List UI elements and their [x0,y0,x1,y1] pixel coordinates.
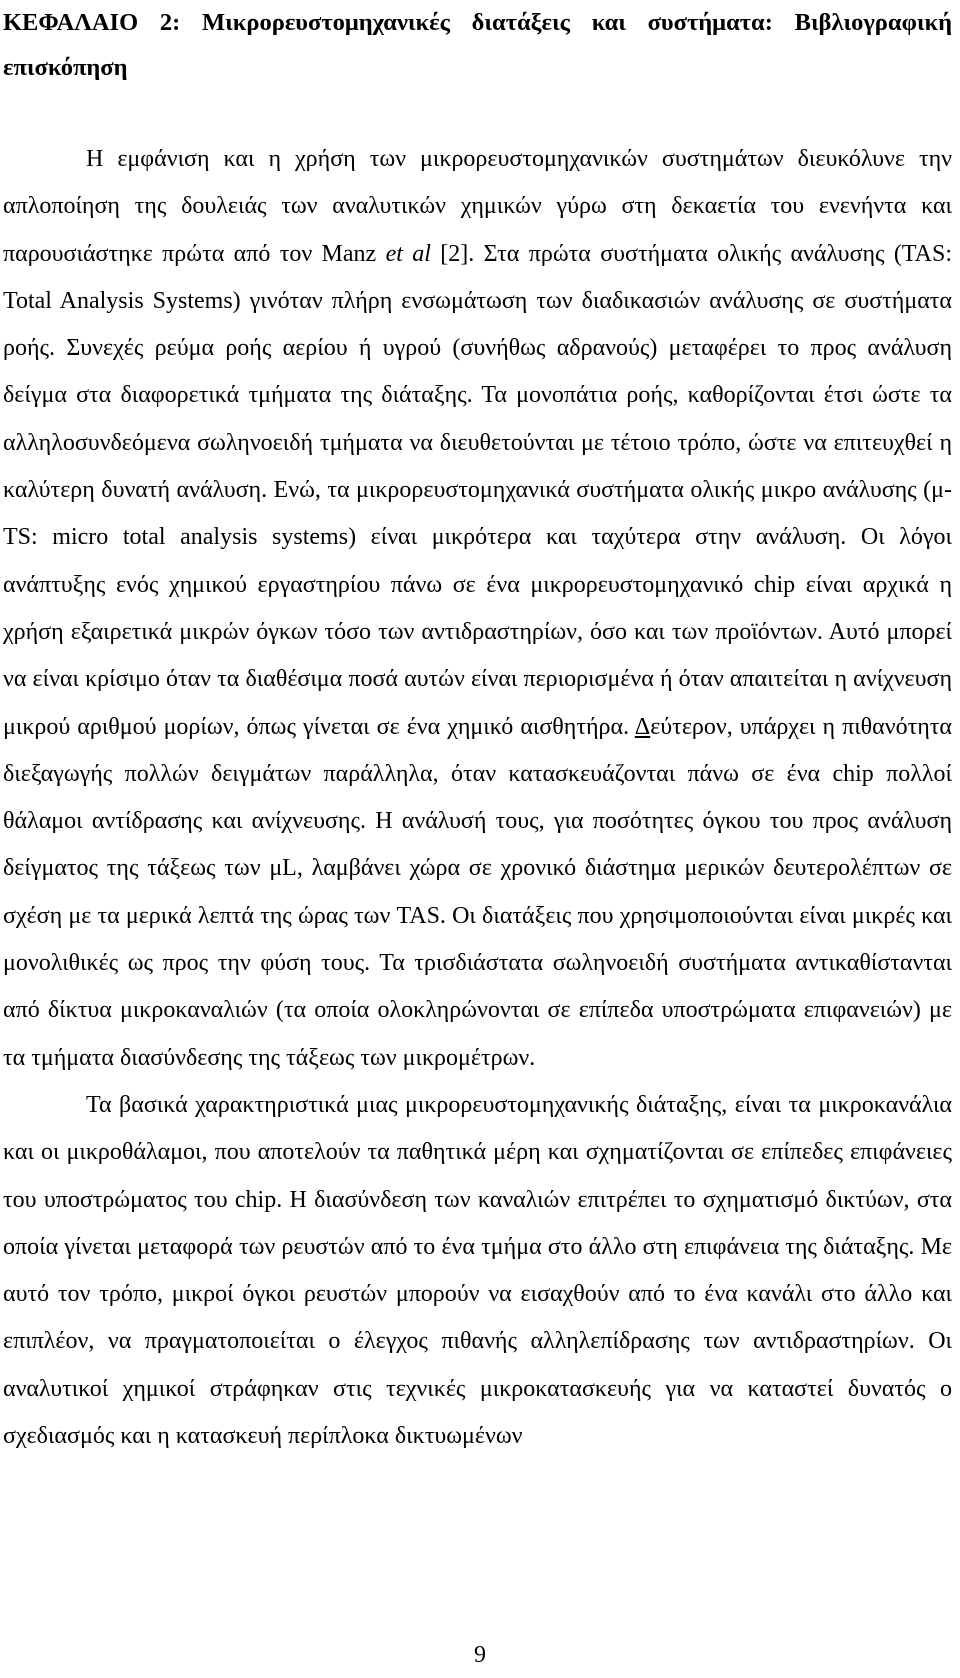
paragraph-1 [3,136,952,1082]
page-number: 9 [474,1642,486,1668]
document-page [3,0,952,1460]
paragraph-1-italic: et al [385,240,431,267]
paragraph-1-text-b: [2]. Στα πρώτα συστήματα ολικής ανάλυσης (TAS: Total Analysis Systems) γινόταν πλήρη ενσωμάτωση των διαδικασιών ανάλυσης σε συστήματα ροής. Συνεχές ρεύμα ροής αερίου ή υγρού (συνήθως αδρανούς) μεταφέρει το προς ανάλυση δείγμα στα διαφορετικά τμήματα της διάταξης. Τα μονοπάτια ροής, καθορίζονται έτσι ώστε τα αλληλοσυνδεόμενα σωληνοειδή τμήματα να διευθετούνται με τέτοιο τρόπο, ώστε να επιτευχθεί η καλύτερη δυνατή ανάλυση. Ενώ, τα μικρορευστομηχανικά συστήματα ολικής μικρο ανάλυσης (μ-TS: micro total analysis systems) είναι μικρότερα και ταχύτερα στην ανάλυση. Οι λόγοι ανάπτυξης ενός χημικού εργαστηρίου πάνω σε ένα μικρορευστομηχανικό chip είναι αρχικά η χρήση εξαιρετικά μικρών όγκων τόσο των αντιδραστηρίων, όσο και των προϊόντων. Αυτό μπορεί να είναι κρίσιμο όταν τα διαθέσιμα ποσά αυτών είναι περιορισμένα ή όταν απαιτείται η ανίχνευση μικρού αριθμού μορίων, όπως γίνεται σε ένα χημικό αισθητήρα. [3,240,952,740]
paragraph-2: Τα βασικά χαρακτηριστικά μιας μικρορευστομηχανικής διάταξης, είναι τα μικροκανάλια και οι μικροθάλαμοι, που αποτελούν τα παθητικά μέρη και σχηματίζονται σε επίπεδες επιφάνειες του υποστρώματος του chip. Η διασύνδεση των καναλιών επιτρέπει το σχηματισμό δικτύων, στα οποία γίνεται μεταφορά των ρευστών από το ένα τμήμα στο άλλο στη επιφάνεια της διάταξης. Με αυτό τον τρόπο, μικροί όγκοι ρευστών μπορούν να εισαχθούν από το ένα κανάλι στο άλλο και επιπλέον, να πραγματοποιείται ο έλεγχος πιθανής αλληλεπίδρασης των αντιδραστηρίων. Οι αναλυτικοί χημικοί στράφηκαν στις τεχνικές μικροκατασκευής για να καταστεί δυνατός ο σχεδιασμός και η κατασκευή περίπλοκα δικτυωμένων [3,1091,952,1450]
paragraph-1-text-c: εύτερον, υπάρχει η πιθανότητα διεξαγωγής πολλών δειγμάτων παράλληλα, όταν κατασκευάζονται πάνω σε ένα chip πολλοί θάλαμοι αντίδρασης και ανίχνευσης. Η ανάλυσή τους, για ποσότητες όγκου του προς ανάλυση δείγματος της τάξεως των μL, λαμβάνει χώρα σε χρονικό διάστημα μερικών δευτερολέπτων σε σχέση με τα μερικά λεπτά της ώρας των TAS. Οι διατάξεις που χρησιμοποιούνται είναι μικρές και μονολιθικές ως προς την φύση τους. Τα τρισδιάστατα σωληνοειδή συστήματα αντικαθίστανται από δίκτυα μικροκαναλιών (τα οποία ολοκληρώνονται σε επίπεδα υποστρώματα επιφανειών) με τα τμήματα διασύνδεσης της τάξεως των μικρομέτρων. [3,713,952,1071]
paragraph-1-underlined-letter: Δ [634,713,651,740]
chapter-heading: ΚΕΦΑΛΑΙΟ 2: Μικρορευστομηχανικές διατάξεις και συστήματα: Βιβλιογραφική επισκόπηση [3,9,952,81]
paragraph-1-text-a: Η εμφάνιση και η χρήση των μικρορευστομηχανικών συστημάτων διευκόλυνε την απλοποίηση της δουλειάς των αναλυτικών χημικών γύρω στη δεκαετία του ενενήντα και παρουσιάστηκε πρώτα από τον Manz [3,146,952,267]
